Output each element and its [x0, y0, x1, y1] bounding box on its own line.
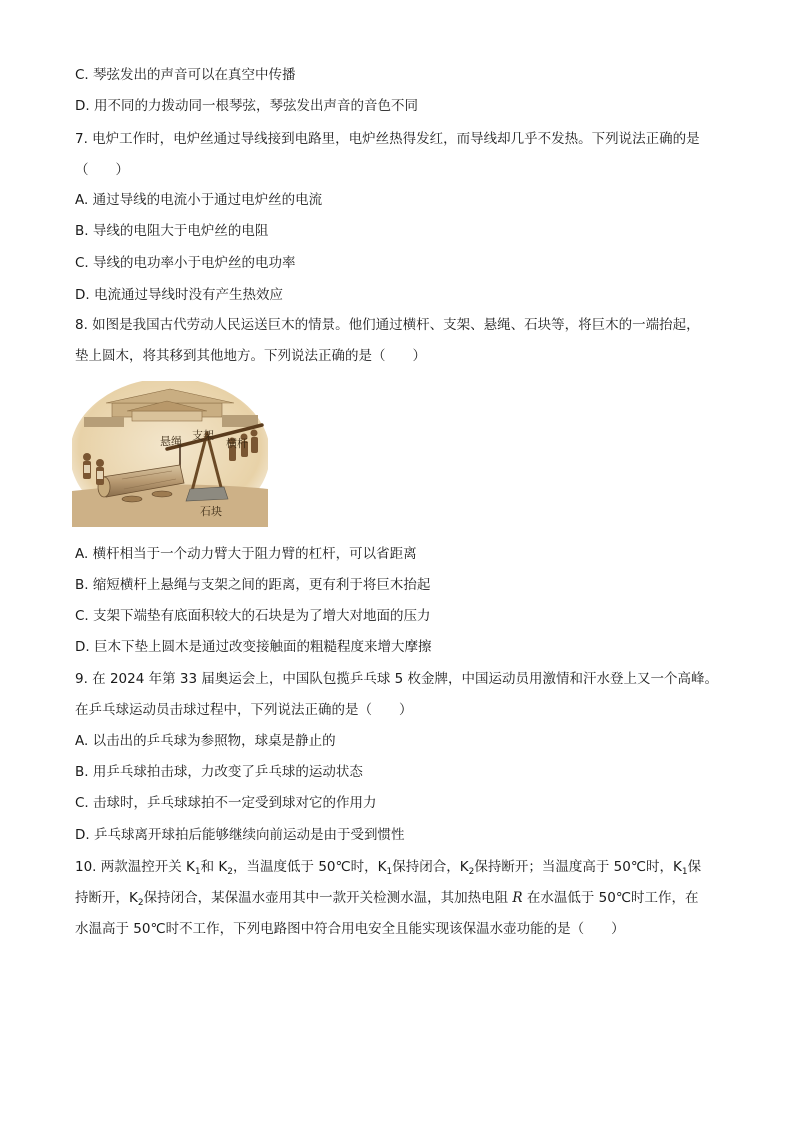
resistor-symbol: R [512, 890, 523, 906]
subscript-1: 1 [194, 867, 201, 877]
figure-label-lever: 横杆 [226, 437, 248, 450]
q7-option-d: D. 电流通过导线时没有产生热效应 [75, 287, 283, 303]
subscript-2: 2 [227, 867, 234, 877]
q8-option-d: D. 巨木下垫上圆木是通过改变接触面的粗糙程度来增大摩擦 [75, 639, 432, 655]
figure-label-rope: 悬绳 [160, 435, 182, 448]
q10-text: 保持断开；当温度高于 50℃时，K [474, 859, 682, 875]
q10-text: 持断开，K [75, 890, 138, 906]
q8-option-b: B. 缩短横杆上悬绳与支架之间的距离，更有利于将巨木抬起 [75, 577, 431, 593]
q7-option-b: B. 导线的电阻大于电炉丝的电阻 [75, 223, 269, 239]
subscript-2: 2 [468, 867, 475, 877]
q9-option-d: D. 乒乓球离开球拍后能够继续向前运动是由于受到惯性 [75, 827, 405, 843]
q10-stem-line3: 水温高于 50℃时不工作，下列电路图中符合用电安全且能实现该保温水壶功能的是（ ） [75, 921, 625, 937]
q9-option-a: A. 以击出的乒乓球为参照物，球桌是静止的 [75, 733, 336, 749]
q9-option-c: C. 击球时，乒乓球球拍不一定受到球对它的作用力 [75, 795, 377, 811]
q10-text: 10. 两款温控开关 K [75, 859, 195, 875]
q9-stem-line2: 在乒乓球运动员击球过程中，下列说法正确的是（ ） [75, 702, 413, 718]
q7-stem-line2: （ ） [75, 162, 129, 178]
q8-stem-line1: 8. 如图是我国古代劳动人民运送巨木的情景。他们通过横杆、支架、悬绳、石块等，将巨木的一端抬起， [75, 317, 700, 333]
q10-stem-line2 [75, 889, 698, 909]
q6-option-c: C. 琴弦发出的声音可以在真空中传播 [75, 67, 296, 83]
q6-option-d: D. 用不同的力拨动同一根琴弦，琴弦发出声音的音色不同 [75, 98, 418, 114]
q10-text: ，当温度低于 50℃时，K [233, 859, 387, 875]
q10-text: 保 [687, 859, 702, 875]
q9-option-b: B. 用乒乓球拍击球，力改变了乒乓球的运动状态 [75, 764, 363, 780]
subscript-1: 1 [386, 867, 393, 877]
q10-text: 在水温低于 50℃时工作，在 [522, 890, 699, 906]
log-transport-drawing [72, 381, 268, 527]
figure-label-stone: 石块 [200, 505, 222, 518]
q7-stem-line1: 7. 电炉工作时，电炉丝通过导线接到电路里，电炉丝热得发红，而导线却几乎不发热。下列说法正确的是 [75, 131, 700, 147]
q7-option-a: A. 通过导线的电流小于通过电炉丝的电流 [75, 192, 323, 208]
q10-text: 保持闭合，某保温水壶用其中一款开关检测水温，其加热电阻 [143, 890, 513, 906]
q8-option-c: C. 支架下端垫有底面积较大的石块是为了增大对地面的压力 [75, 608, 431, 624]
figure-label-support: 支架 [192, 429, 214, 442]
q10-text: 保持闭合，K [392, 859, 469, 875]
q7-option-c: C. 导线的电功率小于电炉丝的电功率 [75, 255, 296, 271]
q8-stem-line2: 垫上圆木，将其移到其他地方。下列说法正确的是（ ） [75, 348, 426, 364]
subscript-1: 1 [681, 867, 688, 877]
q10-text: 和 K [200, 859, 228, 875]
subscript-2: 2 [137, 898, 144, 908]
q10-stem-line1 [75, 858, 701, 878]
q9-stem-line1: 9. 在 2024 年第 33 届奥运会上，中国队包揽乒乓球 5 枚金牌，中国运动员用激情和汗水登上又一个高峰。 [75, 671, 719, 687]
q8-option-a: A. 横杆相当于一个动力臂大于阻力臂的杠杆，可以省距离 [75, 546, 417, 562]
log-transport-illustration [72, 381, 268, 527]
